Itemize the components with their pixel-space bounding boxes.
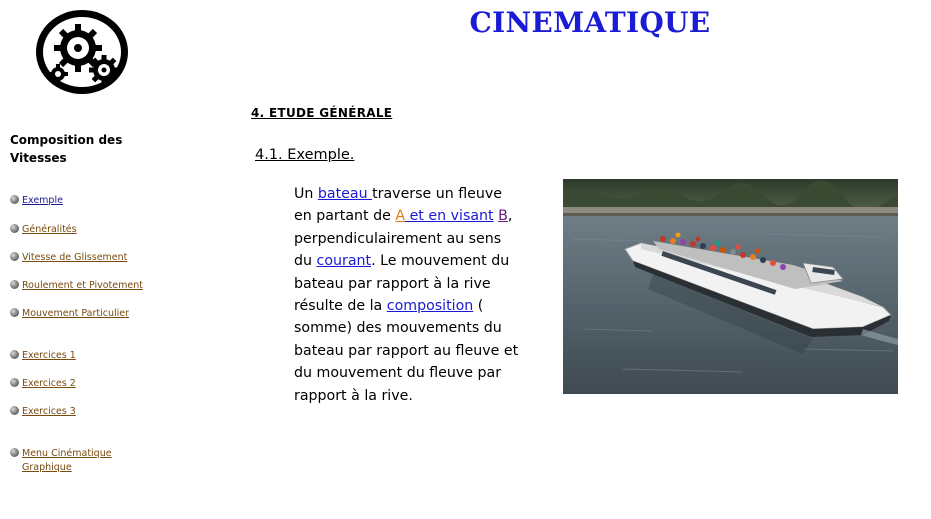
sphere-bullet-icon — [10, 252, 19, 261]
sidebar-item-label[interactable]: Mouvement Particulier — [22, 308, 130, 319]
sidebar-item-label[interactable]: Roulement et Pivotement — [22, 280, 143, 291]
sidebar-item-exercices-1[interactable] — [10, 349, 76, 363]
sphere-bullet-icon — [10, 406, 19, 415]
sidebar-title: Composition des Vitesses — [10, 133, 123, 165]
sidebar-item-label[interactable]: Exercices 3 — [22, 406, 76, 417]
link-bateau[interactable]: bateau — [317, 186, 373, 202]
subsection-heading: 4.1. Exemple. — [255, 147, 355, 163]
sphere-bullet-icon — [10, 224, 19, 233]
sidebar-item-vitesse-glissement[interactable] — [10, 251, 127, 265]
paragraph-text: Un — [294, 186, 318, 202]
example-paragraph — [294, 183, 522, 407]
sidebar — [10, 0, 230, 519]
paragraph-text: ( somme) des mouvements du bateau par rapport au fleuve et du mouvement du fleuve par rapport à la rive. — [294, 298, 519, 404]
section-heading: 4. ETUDE GÉNÉRALE — [251, 106, 393, 120]
sphere-bullet-icon — [10, 280, 19, 289]
sidebar-item-label[interactable]: Vitesse de Glissement — [22, 252, 128, 263]
sidebar-item-label[interactable]: Généralités — [22, 224, 77, 235]
sidebar-item-label[interactable]: Menu Cinématique Graphique — [22, 448, 112, 473]
sidebar-item-menu-cinematique[interactable] — [10, 447, 130, 475]
link-en-visant[interactable]: et en visant — [405, 208, 494, 225]
boat-photo — [563, 179, 898, 394]
sidebar-item-label[interactable]: Exemple — [22, 195, 63, 206]
sidebar-item-exemple[interactable] — [10, 194, 63, 208]
sidebar-item-label[interactable]: Exercices 2 — [22, 378, 76, 389]
sidebar-item-exercices-2[interactable] — [10, 377, 76, 391]
paragraph-text: . Le mouvement du bateau par rapport à la rive résulte de la — [294, 253, 510, 315]
page-title: CINEMATIQUE — [469, 6, 711, 39]
sidebar-item-label[interactable]: Exercices 1 — [22, 350, 76, 361]
sphere-bullet-icon — [10, 350, 19, 359]
sidebar-item-mouvement-particulier[interactable] — [10, 307, 129, 321]
sphere-bullet-icon — [10, 308, 19, 317]
sidebar-item-generalites[interactable] — [10, 223, 77, 237]
sphere-bullet-icon — [10, 448, 19, 457]
link-a[interactable]: A — [395, 208, 406, 225]
paragraph-text: , perpendiculairement au sens du — [294, 208, 513, 270]
paragraph-text: traverse un fleuve en partant de — [294, 186, 503, 225]
link-b[interactable]: B — [498, 208, 508, 225]
sphere-bullet-icon — [10, 195, 19, 204]
sphere-bullet-icon — [10, 378, 19, 387]
link-courant[interactable]: courant — [316, 253, 372, 270]
sidebar-item-exercices-3[interactable] — [10, 405, 76, 419]
link-composition[interactable]: composition — [386, 298, 474, 315]
sidebar-item-roulement-pivotement[interactable] — [10, 279, 143, 293]
